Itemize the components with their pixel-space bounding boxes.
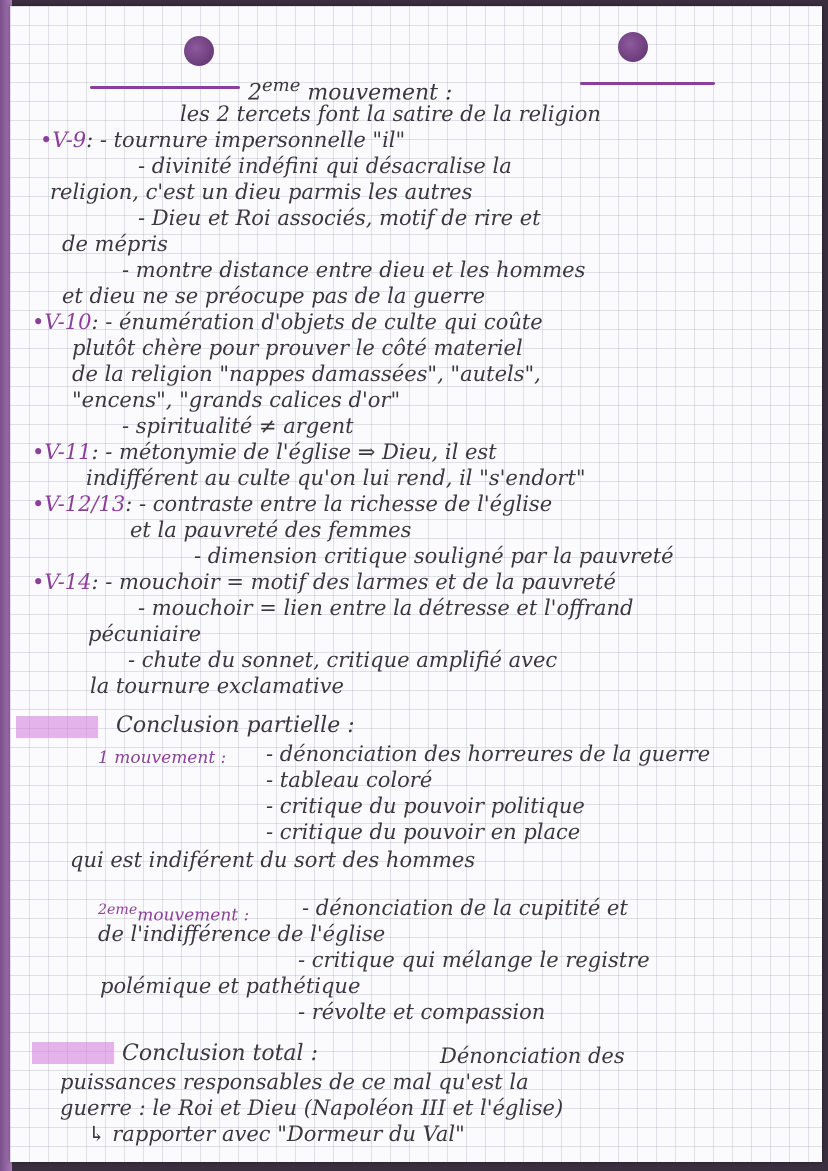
list-item: - critique du pouvoir politique: [266, 794, 585, 818]
list-item: polémique et pathétique: [100, 974, 361, 998]
notebook-page: [10, 6, 822, 1162]
text-line: - chute du sonnet, critique amplifié avec: [128, 648, 558, 672]
text-line: plutôt chère pour prouver le côté materiel: [72, 336, 523, 360]
v14-label: V-14: [44, 570, 92, 594]
v1213-block: [32, 492, 552, 516]
list-item: - dénonciation de la cupitité et: [302, 896, 628, 920]
highlight-mark: [32, 1042, 114, 1064]
text-line: de mépris: [62, 232, 168, 256]
v14-block: [32, 570, 616, 594]
conclusion-partielle-heading: Conclusion partielle :: [116, 713, 355, 738]
list-item: - critique du pouvoir en place: [266, 820, 581, 844]
bullet-dot: •: [40, 128, 53, 152]
text-line: Dénonciation des: [440, 1044, 625, 1068]
conclusion-total-heading: Conclusion total :: [122, 1041, 318, 1066]
text-line: - Dieu et Roi associés, motif de rire et: [138, 206, 541, 230]
mouvement-1-label: 1 mouvement :: [98, 748, 227, 768]
v9-label: V-9: [52, 128, 87, 152]
text-line: qui est indiférent du sort des hommes: [70, 848, 476, 872]
v11-text: : - métonymie de l'église ⇒ Dieu, il est: [91, 440, 497, 464]
bullet-dot: •: [32, 492, 45, 516]
text-line: de la religion "nappes damassées", "autels",: [72, 362, 541, 386]
text-line: la tournure exclamative: [90, 674, 344, 698]
punch-hole-left: [184, 36, 214, 66]
v14-text: : - mouchoir = motif des larmes et de la pauvreté: [91, 570, 616, 594]
text-line: - divinité indéfini qui désacralise la: [138, 154, 512, 178]
v9-block: [40, 128, 405, 152]
text-line: - dimension critique souligné par la pauvreté: [194, 544, 674, 568]
bullet-dot: •: [32, 310, 45, 334]
list-item: - critique qui mélange le registre: [298, 948, 650, 972]
highlight-mark: [16, 716, 98, 738]
text-line: guerre : le Roi et Dieu (Napoléon III et l'église): [60, 1096, 564, 1120]
text-line: puissances responsables de ce mal qu'est la: [60, 1070, 529, 1094]
mouvement-2-label: $^{2eme}$mouvement :: [98, 902, 250, 926]
text-line: ↳ rapporter avec "Dormeur du Val": [88, 1122, 465, 1146]
punch-hole-right: [618, 32, 648, 62]
v10-label: V-10: [44, 310, 92, 334]
list-item: de l'indifférence de l'église: [98, 922, 386, 946]
text-line: religion, c'est un dieu parmis les autres: [50, 180, 473, 204]
text-line: - mouchoir = lien entre la détresse et l'offrand: [138, 596, 634, 620]
v11-block: [32, 440, 497, 464]
list-item: - dénonciation des horreures de la guerre: [266, 742, 711, 766]
bullet-dot: •: [32, 440, 45, 464]
text-line: pécuniaire: [88, 622, 202, 646]
v10-text: : - énumération d'objets de culte qui coûte: [91, 310, 543, 334]
text-line: et la pauvreté des femmes: [130, 518, 412, 542]
text-line: et dieu ne se préocupe pas de la guerre: [62, 284, 485, 308]
v11-label: V-11: [44, 440, 92, 464]
v1213-text: : - contraste entre la richesse de l'église: [125, 492, 553, 516]
v9-text: : - tournure impersonnelle "il": [86, 128, 406, 152]
list-item: - tableau coloré: [266, 768, 433, 792]
text-line: "encens", "grands calices d'or": [72, 388, 401, 412]
title-rule-right: [580, 82, 715, 85]
v1213-label: V-12/13: [44, 492, 126, 516]
page-title: 2eme mouvement :: [248, 75, 453, 106]
text-line: - spiritualité ≠ argent: [122, 414, 354, 438]
bullet-dot: •: [32, 570, 45, 594]
text-line: - montre distance entre dieu et les hommes: [122, 258, 586, 282]
intro-line: les 2 tercets font la satire de la religion: [180, 102, 601, 126]
list-item: - révolte et compassion: [298, 1000, 546, 1024]
v10-block: [32, 310, 543, 334]
title-rule-left: [90, 86, 240, 89]
text-line: indifférent au culte qu'on lui rend, il "s'endort": [86, 466, 586, 490]
